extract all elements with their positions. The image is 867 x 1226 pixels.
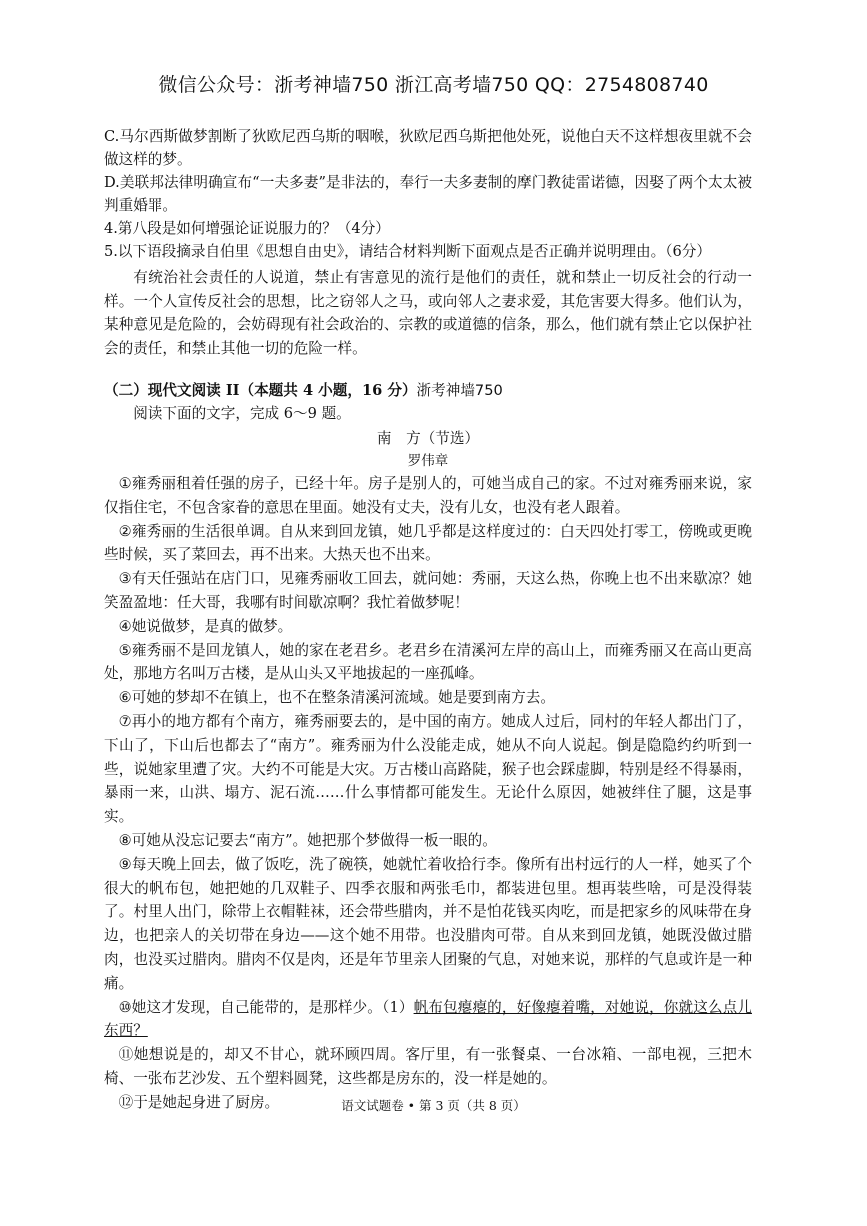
section-heading-tail: 浙考神墙750 (416, 382, 503, 399)
paragraph-number: ⑧ (118, 831, 132, 849)
paragraph-text: 她想说是的，却又不甘心，就环顾四周。客厅里，有一张餐桌、一台冰箱、一部电视，三把木椅、一张布艺沙发、五个塑料圆凳，这些都是房东的，没一样是她的。 (104, 1046, 752, 1087)
paragraph-number: ⑩ (118, 998, 132, 1016)
paragraph-11 (104, 1043, 752, 1091)
page-footer: 语文试题卷 • 第 3 页（共 8 页） (341, 1098, 526, 1113)
paragraph-1 (104, 472, 752, 520)
paragraph-9 (104, 853, 752, 996)
option-d: D.美联邦法律明确宣布“一夫多妻”是非法的，奉行一夫多妻制的摩门教徒雷诺德，因娶了两个太太被判重婚罪。 (104, 174, 752, 214)
question-marker: （1） (382, 998, 414, 1016)
paragraph-text: 可她从没忘记要去“南方”。她把那个梦做得一板一眼的。 (131, 831, 497, 849)
paragraph-number: ⑥ (118, 689, 132, 707)
paragraph-number: ② (118, 522, 132, 540)
paragraph-number: ⑨ (118, 855, 132, 873)
paragraph-4 (104, 615, 752, 639)
paragraph-text: 雍秀丽不是回龙镇人，她的家在老君乡。老君乡在清溪河左岸的高山上，而雍秀丽又在高山更高处，那地方名叫万古楼，是从山头又平地拔起的一座孤峰。 (104, 641, 752, 683)
paragraph-8 (104, 829, 752, 853)
section-heading-text: （二）现代文阅读 II（本题共 4 小题，16 分） (104, 382, 417, 399)
page-body (104, 125, 752, 1115)
option-c: C.马尔西斯做梦割断了狄欧尼西乌斯的咽喉，狄欧尼西乌斯把他处死，说他白天不这样想夜里就不会做这样的梦。 (104, 128, 752, 168)
paragraph-number: ④ (118, 617, 132, 635)
paragraph-text: 雍秀丽的生活很单调。自从来到回龙镇，她几乎都是这样度过的：白天四处打零工，傍晚或更晚些时候，买了菜回去，再不出来。大热天也不出来。 (104, 522, 752, 564)
paragraph-number: ⑦ (118, 712, 132, 730)
article-author: 罗伟章 (407, 453, 449, 469)
paragraph-number: ⑤ (118, 641, 132, 659)
paragraph-text: 于是她起身进了厨房。 (133, 1093, 280, 1111)
paragraph-10 (104, 996, 752, 1044)
paragraph-text: 她这才发现，自己能带的，是那样少。 (131, 998, 383, 1016)
paragraph-number: ① (118, 475, 132, 492)
paragraph-text: 可她的梦却不在镇上，也不在整条清溪河流域。她是要到南方去。 (131, 689, 555, 707)
underlined-sentence: 帆布包瘪瘪的，好像瘪着嘴，对她说，你就这么点儿东西？ (104, 998, 752, 1040)
paragraph-7 (104, 710, 752, 829)
paragraph-3 (104, 567, 752, 615)
paragraph-number: ⑪ (118, 1046, 134, 1064)
paragraph-number: ⑫ (118, 1093, 134, 1111)
article-text (104, 472, 752, 1115)
page-header: 微信公众号：浙考神墙750 浙江高考墙750 QQ：2754808740 (158, 74, 709, 96)
paragraph-text: 她说做梦，是真的做梦。 (131, 617, 293, 635)
paragraph-2 (104, 520, 752, 568)
paragraph-text: 雍秀丽租着任强的房子，已经十年。房子是别人的，可她当成自己的家。不过对雍秀丽来说，家仅指住宅，不包含家眷的意思在里面。她没有丈夫，没有儿女，也没有老人跟着。 (104, 475, 752, 516)
paragraph-text: 有天任强站在店门口，见雍秀丽收工回去，就问她：秀丽，天这么热，你晚上也不出来歇凉？她笑盈盈地：任大哥，我哪有时间歇凉啊？我忙着做梦呢！ (104, 570, 752, 611)
paragraph-text: 每天晚上回去，做了饭吃，洗了碗筷，她就忙着收拾行李。像所有出村远行的人一样，她买了个很大的帆布包，她把她的几双鞋子、四季衣服和两张毛巾，都装进包里。想再装些啥，可是没得装了。村里人出门，除带上衣帽鞋袜，还会带些腊肉，并不是怕花钱买肉吃，而是把家乡的风味带在身边，也把亲人的关切带在身边——这个她不用带。也没腊肉可带。自从来到回龙镇，她既没做过腊肉，也没买过腊肉。腊肉不仅是肉，还是年节里亲人团聚的气息，对她来说，那样的气息或许是一种痛。 (104, 855, 752, 992)
section-heading (104, 379, 752, 402)
paragraph-text: 再小的地方都有个南方，雍秀丽要去的，是中国的南方。她成人过后，同村的年轻人都出门了，下山了，下山后也都去了“南方”。雍秀丽为什么没能走成，她从不向人说起。倒是隐隐约约听到一些，说她家里遭了灾。大约不可能是大灾。万古楼山高路陡，猴子也会踩虚脚，特别是经不得暴雨，暴雨一来，山洪、塌方、泥石流……什么事情都可能发生。无论什么原因，她被绊住了腿，这是事实。 (104, 712, 752, 826)
article-title: 南 方（节选） (376, 430, 480, 447)
question-4: 4.第八段是如何增强论证说服力的？（4分） (104, 220, 390, 237)
paragraph-number: ③ (118, 570, 132, 588)
paragraph-5 (104, 639, 752, 687)
question-5: 5.以下语段摘录自伯里《思想自由史》，请结合材料判断下面观点是否正确并说明理由。（6分） (104, 243, 711, 260)
question-5-quote: 有统治社会责任的人说道，禁止有害意见的流行是他们的责任，就和禁止一切反社会的行动一样。一个人宣传反社会的思想，比之窃邻人之马，或向邻人之妻求爱，其危害要大得多。他们认为，某种意见是危险的，会妨碍现有社会政治的、宗教的或道德的信条，那么，他们就有禁止它以保护社会的责任，和禁止其他一切的危险一样。 (104, 269, 752, 357)
paragraph-6 (104, 686, 752, 710)
section-instruction: 阅读下面的文字，完成 6～9 题。 (133, 405, 351, 422)
